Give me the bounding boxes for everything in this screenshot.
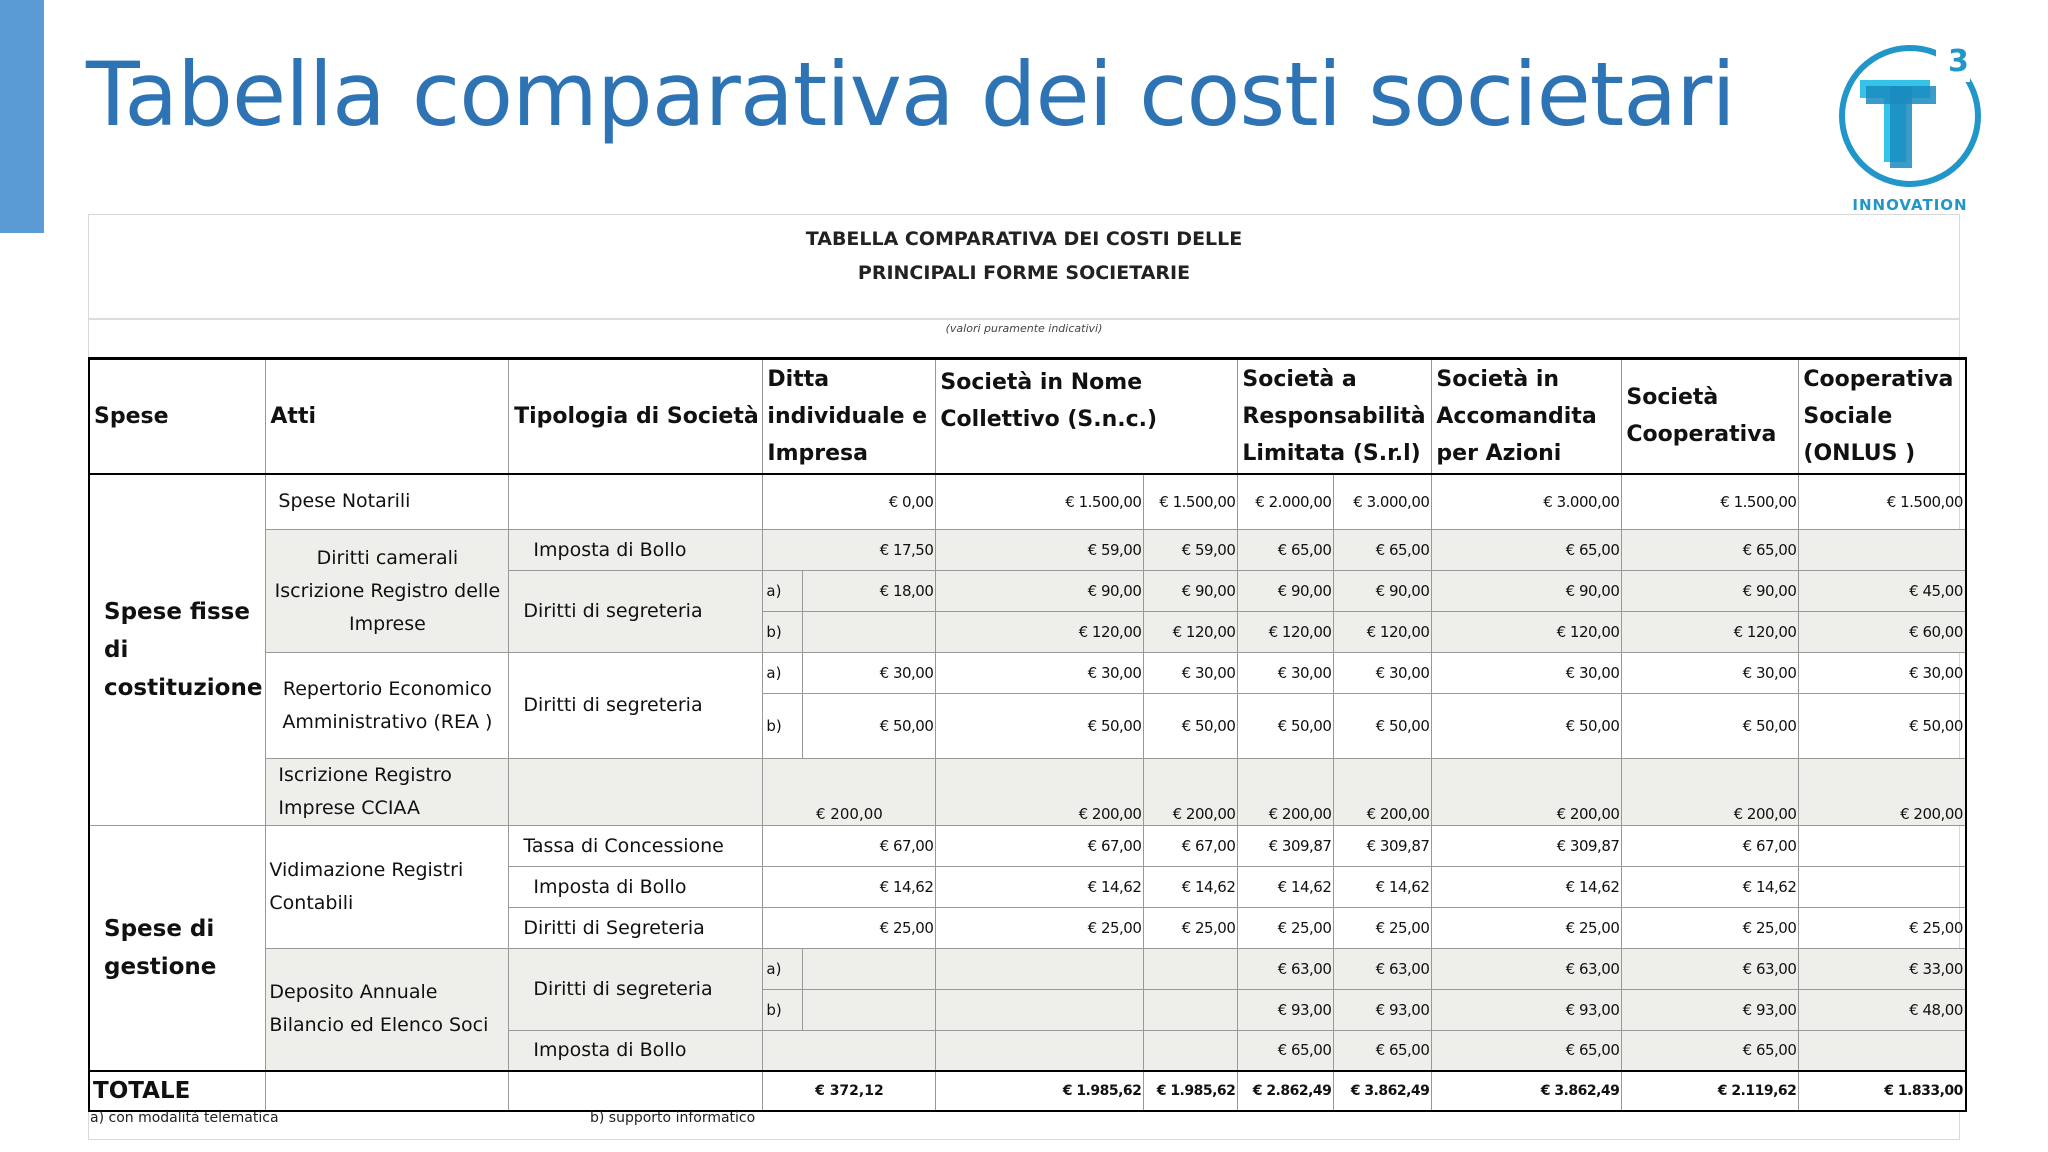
value-cell: € 25,00	[936, 908, 1144, 949]
value-cell: € 65,00	[1432, 530, 1622, 571]
total-value: € 1.833,00	[1799, 1071, 1966, 1111]
value-cell: € 63,00	[1238, 949, 1334, 990]
value-cell: € 65,00	[1334, 1031, 1432, 1071]
value-cell	[1799, 826, 1966, 867]
total-value: € 1.985,62	[936, 1071, 1144, 1111]
value-cell: € 30,00	[936, 653, 1144, 694]
value-cell: € 30,00	[803, 653, 936, 694]
value-cell: € 1.500,00	[936, 474, 1144, 530]
tipologia-bollo: Imposta di Bollo	[509, 530, 763, 571]
value-cell: € 1.500,00	[1622, 474, 1799, 530]
empty-cell	[509, 1071, 763, 1111]
total-value: € 372,12	[763, 1071, 936, 1111]
value-cell: € 90,00	[1144, 571, 1238, 612]
marker-a: a)	[763, 653, 803, 694]
atto-rea: Repertorio Economico Amministrativo (REA )	[266, 653, 509, 759]
value-cell	[936, 949, 1144, 990]
header-spese: Spese	[89, 359, 266, 474]
value-cell: € 3.000,00	[1334, 474, 1432, 530]
header-row	[89, 359, 1966, 474]
atto-deposito: Deposito Annuale Bilancio ed Elenco Soci	[266, 949, 509, 1071]
value-cell: € 14,62	[763, 867, 936, 908]
value-cell: € 200,00	[1799, 759, 1966, 826]
value-cell: € 30,00	[1432, 653, 1622, 694]
value-cell: € 67,00	[763, 826, 936, 867]
value-cell: € 30,00	[1334, 653, 1432, 694]
value-cell: € 0,00	[763, 474, 936, 530]
value-cell	[803, 949, 936, 990]
value-cell	[1144, 1031, 1238, 1071]
value-cell: € 30,00	[1238, 653, 1334, 694]
header-sapa: Società in Accomandita per Azioni	[1432, 359, 1622, 474]
value-cell: € 33,00	[1799, 949, 1966, 990]
document-heading	[88, 214, 1960, 320]
value-cell: € 50,00	[803, 694, 936, 759]
footnote-a: a) con modalità telematica	[90, 1110, 279, 1126]
empty-cell	[266, 1071, 509, 1111]
value-cell: € 65,00	[1334, 530, 1432, 571]
value-cell: € 17,50	[763, 530, 936, 571]
value-cell: € 200,00	[936, 759, 1144, 826]
value-cell	[1144, 990, 1238, 1031]
marker-b: b)	[763, 694, 803, 759]
header-tipologia: Tipologia di Società	[509, 359, 763, 474]
value-cell: € 65,00	[1622, 530, 1799, 571]
value-cell: € 14,62	[1144, 867, 1238, 908]
value-cell: € 309,87	[1432, 826, 1622, 867]
value-cell: € 50,00	[1432, 694, 1622, 759]
empty-cell	[509, 474, 763, 530]
value-cell: € 14,62	[1238, 867, 1334, 908]
value-cell	[803, 612, 936, 653]
header-snc: Società in Nome Collettivo (S.n.c.)	[936, 359, 1238, 474]
value-cell: € 50,00	[1144, 694, 1238, 759]
value-cell: € 30,00	[1799, 653, 1966, 694]
table-row	[89, 653, 1966, 694]
value-cell: € 67,00	[1144, 826, 1238, 867]
total-value: € 2.119,62	[1622, 1071, 1799, 1111]
value-cell: € 30,00	[1144, 653, 1238, 694]
table-row	[89, 530, 1966, 571]
value-cell: € 25,00	[763, 908, 936, 949]
value-cell: € 63,00	[1334, 949, 1432, 990]
value-cell: € 120,00	[1238, 612, 1334, 653]
value-cell: € 65,00	[1432, 1031, 1622, 1071]
value-cell: € 120,00	[1334, 612, 1432, 653]
value-cell: € 25,00	[1144, 908, 1238, 949]
header-srl: Società a Responsabilità Limitata (S.r.l)	[1238, 359, 1432, 474]
marker-a: a)	[763, 949, 803, 990]
value-cell: € 93,00	[1334, 990, 1432, 1031]
value-cell: € 65,00	[1238, 1031, 1334, 1071]
atto-notarili: Spese Notarili	[266, 474, 509, 530]
group-costituzione: Spese fisse di costituzione	[89, 474, 266, 826]
table-row	[89, 949, 1966, 990]
atto-vidimazione: Vidimazione Registri Contabili	[266, 826, 509, 949]
value-cell: € 25,00	[1622, 908, 1799, 949]
tipologia-bollo: Imposta di Bollo	[509, 1031, 763, 1071]
tipologia-bollo: Imposta di Bollo	[509, 867, 763, 908]
value-cell: € 1.500,00	[1144, 474, 1238, 530]
value-cell: € 14,62	[936, 867, 1144, 908]
value-cell: € 200,00	[1334, 759, 1432, 826]
value-cell: € 93,00	[1238, 990, 1334, 1031]
value-cell: € 18,00	[803, 571, 936, 612]
value-cell	[1799, 867, 1966, 908]
atto-cciaa: Iscrizione Registro Imprese CCIAA	[266, 759, 509, 826]
value-cell: € 93,00	[1432, 990, 1622, 1031]
value-cell: € 200,00	[1432, 759, 1622, 826]
group-gestione: Spese di gestione	[89, 826, 266, 1071]
value-cell	[1799, 530, 1966, 571]
value-cell: € 200,00	[763, 759, 936, 826]
value-cell: € 50,00	[1238, 694, 1334, 759]
value-cell: € 65,00	[1622, 1031, 1799, 1071]
header-atti: Atti	[266, 359, 509, 474]
value-cell: € 14,62	[1622, 867, 1799, 908]
tipologia-concessione: Tassa di Concessione	[509, 826, 763, 867]
value-cell: € 120,00	[1432, 612, 1622, 653]
slide-title: Tabella comparativa dei costi societari	[86, 43, 1735, 146]
value-cell: € 90,00	[1238, 571, 1334, 612]
value-cell: € 90,00	[936, 571, 1144, 612]
value-cell: € 309,87	[1334, 826, 1432, 867]
marker-b: b)	[763, 612, 803, 653]
value-cell: € 93,00	[1622, 990, 1799, 1031]
tipologia-segreteria: Diritti di segreteria	[509, 653, 763, 759]
table-row	[89, 826, 1966, 867]
value-cell: € 25,00	[1799, 908, 1966, 949]
value-cell	[763, 1031, 936, 1071]
value-cell	[1144, 949, 1238, 990]
tipologia-segreteria-cap: Diritti di Segreteria	[509, 908, 763, 949]
value-cell: € 2.000,00	[1238, 474, 1334, 530]
value-cell: € 90,00	[1622, 571, 1799, 612]
total-row	[89, 1071, 1966, 1111]
header-coop: Società Cooperativa	[1622, 359, 1799, 474]
atto-camerali: Diritti camerali Iscrizione Registro delle Imprese	[266, 530, 509, 653]
header-ditta: Ditta individuale e Impresa	[763, 359, 936, 474]
header-onlus: Cooperativa Sociale (ONLUS )	[1799, 359, 1966, 474]
tipologia-segreteria: Diritti di segreteria	[509, 949, 763, 1031]
value-cell	[936, 990, 1144, 1031]
value-cell: € 200,00	[1622, 759, 1799, 826]
document-heading-line2: PRINCIPALI FORME SOCIETARIE	[857, 262, 1191, 284]
value-cell: € 25,00	[1238, 908, 1334, 949]
table-row	[89, 759, 1966, 826]
table-row	[89, 474, 1966, 530]
cost-comparison-table	[88, 357, 1967, 1112]
tipologia-segreteria: Diritti di segreteria	[509, 571, 763, 653]
total-value: € 2.862,49	[1238, 1071, 1334, 1111]
value-cell: € 59,00	[1144, 530, 1238, 571]
value-cell: € 120,00	[1144, 612, 1238, 653]
value-cell: € 3.000,00	[1432, 474, 1622, 530]
total-value: € 3.862,49	[1334, 1071, 1432, 1111]
value-cell: € 50,00	[1334, 694, 1432, 759]
value-cell: € 1.500,00	[1799, 474, 1966, 530]
value-cell: € 25,00	[1334, 908, 1432, 949]
footnotes	[90, 1110, 1950, 1134]
value-cell	[803, 990, 936, 1031]
value-cell: € 30,00	[1622, 653, 1799, 694]
value-cell: € 90,00	[1334, 571, 1432, 612]
value-cell: € 50,00	[1622, 694, 1799, 759]
value-cell: € 48,00	[1799, 990, 1966, 1031]
value-cell: € 50,00	[936, 694, 1144, 759]
value-cell: € 59,00	[936, 530, 1144, 571]
value-cell: € 200,00	[1144, 759, 1238, 826]
marker-b: b)	[763, 990, 803, 1031]
value-cell: € 25,00	[1432, 908, 1622, 949]
value-cell: € 65,00	[1238, 530, 1334, 571]
value-cell: € 90,00	[1432, 571, 1622, 612]
value-cell: € 120,00	[936, 612, 1144, 653]
value-cell	[1799, 1031, 1966, 1071]
value-cell: € 14,62	[1334, 867, 1432, 908]
document-subtitle: (valori puramente indicativi)	[945, 322, 1103, 335]
value-cell: € 63,00	[1432, 949, 1622, 990]
logo-superscript: 3	[1948, 44, 1969, 79]
value-cell	[936, 1031, 1144, 1071]
total-label: TOTALE	[89, 1071, 266, 1111]
total-value: € 3.862,49	[1432, 1071, 1622, 1111]
document-heading-line1: TABELLA COMPARATIVA DEI COSTI DELLE	[805, 228, 1243, 250]
value-cell: € 67,00	[1622, 826, 1799, 867]
value-cell: € 63,00	[1622, 949, 1799, 990]
marker-a: a)	[763, 571, 803, 612]
logo-text: INNOVATION	[1852, 196, 1968, 214]
value-cell: € 14,62	[1432, 867, 1622, 908]
total-value: € 1.985,62	[1144, 1071, 1238, 1111]
empty-cell	[509, 759, 763, 826]
value-cell: € 309,87	[1238, 826, 1334, 867]
value-cell: € 67,00	[936, 826, 1144, 867]
t3-logo-icon	[1830, 36, 1990, 216]
value-cell: € 45,00	[1799, 571, 1966, 612]
accent-bar	[0, 0, 44, 233]
value-cell: € 120,00	[1622, 612, 1799, 653]
value-cell: € 60,00	[1799, 612, 1966, 653]
footnote-b: b) supporto informatico	[590, 1110, 756, 1126]
value-cell: € 50,00	[1799, 694, 1966, 759]
value-cell: € 200,00	[1238, 759, 1334, 826]
